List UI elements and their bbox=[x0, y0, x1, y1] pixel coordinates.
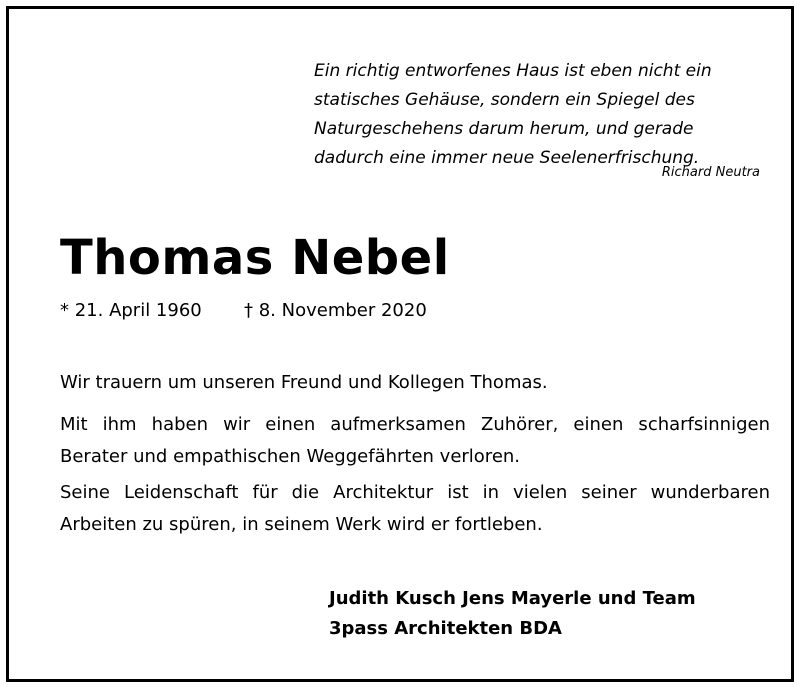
paragraph-line: Seine Leidenschaft für die Architektur ist in vielen seiner wunderbaren bbox=[60, 482, 770, 503]
deceased-name: Thomas Nebel bbox=[60, 230, 450, 286]
quote-line: statisches Gehäuse, sondern ein Spiegel des bbox=[314, 90, 695, 110]
quote-author: Richard Neutra bbox=[661, 165, 760, 180]
life-dates bbox=[60, 298, 427, 324]
quote-block bbox=[314, 57, 754, 173]
signature-block bbox=[329, 584, 696, 644]
quote-line: Naturgeschehens darum herum, und gerade bbox=[314, 119, 694, 139]
death-date: † 8. November 2020 bbox=[244, 300, 427, 321]
paragraph-line: Mit ihm haben wir einen aufmerksamen Zuhörer, einen scharfsinnigen bbox=[60, 414, 770, 435]
quote-line: Ein richtig entworfenes Haus ist eben nicht ein bbox=[314, 61, 712, 81]
signature-names: Judith Kusch Jens Mayerle und Team bbox=[329, 588, 696, 609]
paragraph-line: Berater und empathischen Weggefährten verloren. bbox=[60, 446, 521, 467]
paragraph-1 bbox=[60, 367, 548, 399]
paragraph-2 bbox=[60, 409, 770, 473]
signature-firm: 3pass Architekten BDA bbox=[329, 618, 562, 639]
paragraph-line: Arbeiten zu spüren, in seinem Werk wird er fortleben. bbox=[60, 514, 543, 535]
quote-line: dadurch eine immer neue Seelenerfrischung. bbox=[314, 148, 700, 168]
paragraph-3 bbox=[60, 477, 770, 541]
paragraph-line: Wir trauern um unseren Freund und Kollegen Thomas. bbox=[60, 372, 548, 393]
birth-date: * 21. April 1960 bbox=[60, 300, 202, 321]
